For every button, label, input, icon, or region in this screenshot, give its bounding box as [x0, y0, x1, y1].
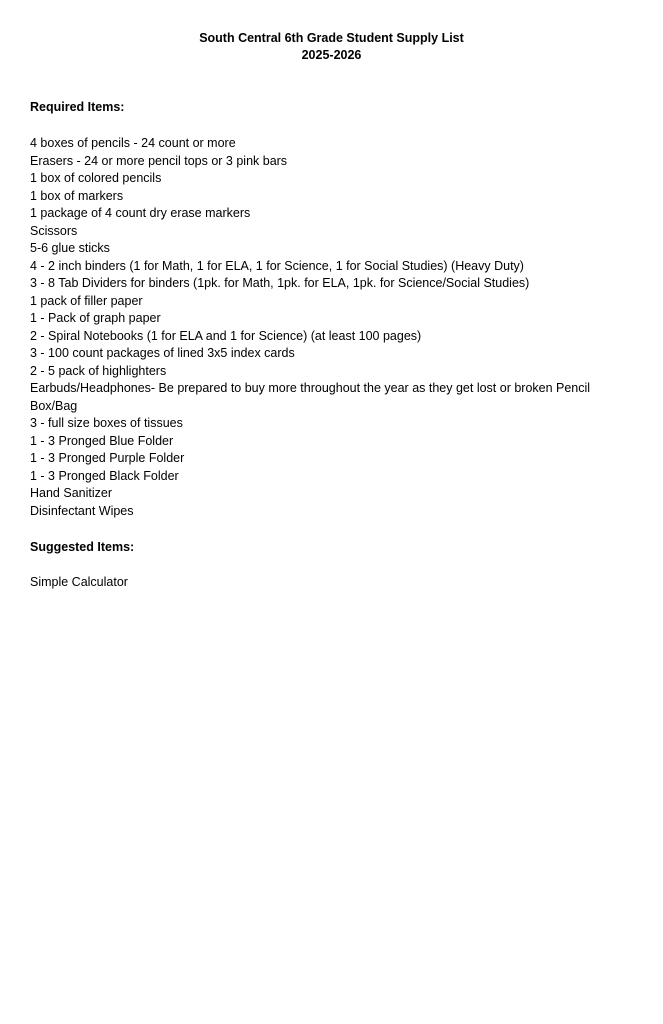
required-items-list	[30, 135, 630, 520]
list-item: Hand Sanitizer	[30, 486, 112, 500]
list-item: 2 - Spiral Notebooks (1 for ELA and 1 for Science) (at least 100 pages)	[30, 328, 422, 343]
list-item: 1 - 3 Pronged Purple Folder	[30, 451, 185, 465]
list-item: 2 - 5 pack of highlighters	[30, 363, 167, 378]
list-item: Earbuds/Headphones- Be prepared to buy more throughout the year as they get lost or broken Pencil Box/Bag	[30, 381, 591, 413]
list-item: 5-6 glue sticks	[30, 241, 110, 255]
list-item: Disinfectant Wipes	[30, 503, 134, 518]
list-item: 1 - 3 Pronged Blue Folder	[30, 433, 174, 448]
suggested-items-heading: Suggested Items:	[30, 540, 135, 554]
list-item: Simple Calculator	[30, 575, 128, 589]
document-header	[0, 30, 663, 64]
list-item: 3 - 8 Tab Dividers for binders (1pk. for Math, 1pk. for ELA, 1pk. for Science/Social Studies)	[30, 276, 530, 290]
list-item: 1 package of 4 count dry erase markers	[30, 206, 251, 220]
list-item: 1 box of markers	[30, 188, 124, 203]
list-item: 3 - full size boxes of tissues	[30, 416, 183, 430]
required-items-heading: Required Items:	[30, 100, 125, 114]
list-item: 4 - 2 inch binders (1 for Math, 1 for ELA, 1 for Science, 1 for Social Studies) (Heavy Duty)	[30, 258, 524, 273]
list-item: 1 - 3 Pronged Black Folder	[30, 468, 179, 483]
list-item: 1 - Pack of graph paper	[30, 311, 161, 325]
list-item: Erasers - 24 or more pencil tops or 3 pink bars	[30, 153, 288, 168]
document-title: South Central 6th Grade Student Supply List	[199, 31, 464, 45]
list-item: 1 pack of filler paper	[30, 293, 143, 308]
list-item: 4 boxes of pencils - 24 count or more	[30, 136, 236, 150]
list-item: Scissors	[30, 223, 78, 238]
list-item: 1 box of colored pencils	[30, 171, 162, 185]
suggested-items-list	[30, 574, 128, 592]
list-item: 3 - 100 count packages of lined 3x5 index cards	[30, 346, 295, 360]
document-year: 2025-2026	[301, 48, 362, 62]
